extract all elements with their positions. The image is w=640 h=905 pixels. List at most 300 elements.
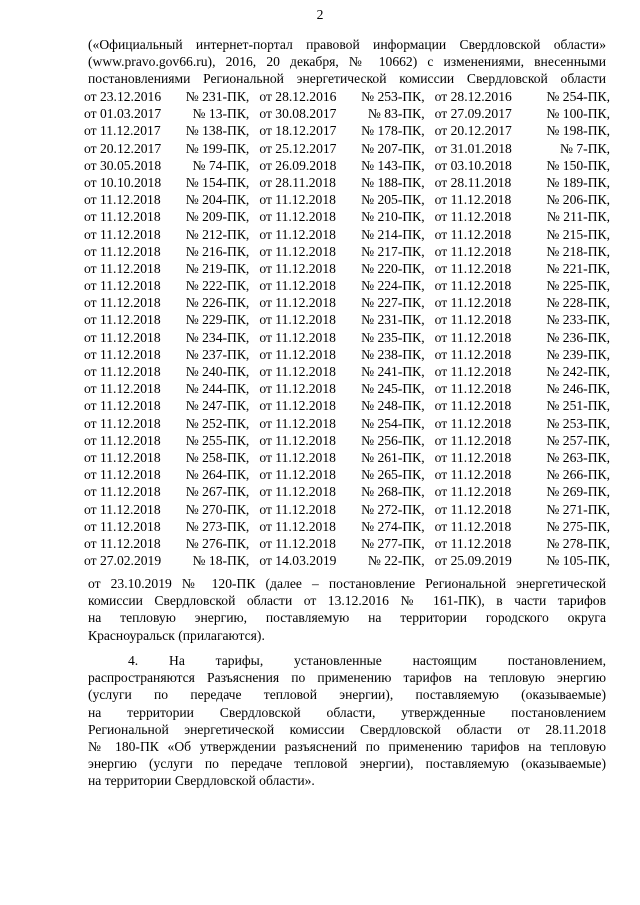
amendment-date: от 11.12.2018 xyxy=(434,501,512,517)
amendment-entry xyxy=(435,346,610,363)
amendment-number: № 207-ПК, xyxy=(361,140,425,156)
amendment-entry xyxy=(435,552,610,569)
amendment-number: № 239-ПК, xyxy=(546,346,610,362)
amendment-entry xyxy=(259,346,434,363)
amendment-row xyxy=(84,552,610,569)
amendment-row xyxy=(84,122,610,139)
amendment-date: от 11.12.2018 xyxy=(84,467,161,483)
amendment-number: № 236-ПК, xyxy=(546,329,610,345)
amendment-date: от 11.12.2018 xyxy=(259,535,336,551)
amendment-entry xyxy=(259,105,434,122)
amendment-number: № 220-ПК, xyxy=(361,260,425,276)
page-number: 2 xyxy=(316,7,324,22)
amendment-entry xyxy=(435,105,610,122)
amendment-entry xyxy=(435,294,610,311)
amendment-number: № 138-ПК, xyxy=(185,123,250,139)
amendment-date: от 11.12.2018 xyxy=(84,192,161,208)
amendment-entry xyxy=(435,415,610,432)
amendment-number: № 224-ПК, xyxy=(361,278,425,294)
amendment-entry xyxy=(259,518,434,535)
intro-line: («Официальный интернет-портал правовой информации Свердловской области» xyxy=(88,37,606,52)
amendment-entry xyxy=(259,208,434,225)
amendment-entry xyxy=(84,311,259,328)
amendment-date: от 11.12.2018 xyxy=(434,209,512,225)
amendment-date: от 11.12.2018 xyxy=(84,243,161,259)
intro-line: постановлениями Региональной энергетической комиссии Свердловской области xyxy=(88,71,606,87)
amendment-row xyxy=(84,397,610,414)
paragraph-4-line: № 180-ПК «Об утверждении разъяснений по применению тарифов на тепловую xyxy=(88,738,606,754)
amendment-entry xyxy=(259,311,434,328)
amendment-number: № 253-ПК, xyxy=(361,89,425,104)
amendment-entry xyxy=(435,518,610,535)
amendment-number: № 272-ПК, xyxy=(361,501,425,517)
amendment-number: № 219-ПК, xyxy=(185,260,250,276)
paragraph-4 xyxy=(88,652,606,790)
amendment-number: № 238-ПК, xyxy=(361,346,425,362)
amendment-entry xyxy=(259,483,434,500)
paragraph-4-line: на территории Свердловской области». xyxy=(88,773,315,789)
amendment-date: от 11.12.2018 xyxy=(259,484,336,500)
amendment-date: от 28.12.2016 xyxy=(259,89,337,104)
paragraph-4-line: распространяются Разъяснения по применению тарифов на тепловую энергию xyxy=(88,670,606,686)
amendment-entry xyxy=(84,466,259,483)
amendment-date: от 26.09.2018 xyxy=(259,157,337,173)
amendment-number: № 13-ПК, xyxy=(192,106,250,122)
amendment-number: № 143-ПК, xyxy=(361,157,425,173)
amendment-date: от 11.12.2018 xyxy=(259,415,336,431)
amendment-date: от 11.12.2018 xyxy=(434,432,512,448)
amendment-entry xyxy=(84,191,259,208)
amendment-number: № 212-ПК, xyxy=(185,226,250,242)
amendment-date: от 11.12.2018 xyxy=(434,535,512,551)
amendment-row xyxy=(84,174,610,191)
amendment-entry xyxy=(435,311,610,328)
amendment-entry xyxy=(435,122,610,139)
amendment-entry xyxy=(84,243,259,260)
amendment-date: от 11.12.2018 xyxy=(259,381,336,397)
amendment-row xyxy=(84,294,610,311)
amendment-number: № 199-ПК, xyxy=(185,140,250,156)
amendment-date: от 11.12.2018 xyxy=(259,329,336,345)
amendment-row xyxy=(84,191,610,208)
amendment-number: № 100-ПК, xyxy=(546,106,610,122)
amendment-entry xyxy=(435,501,610,518)
amendment-entry xyxy=(84,483,259,500)
amendment-date: от 28.11.2018 xyxy=(434,174,512,190)
amendment-number: № 209-ПК, xyxy=(185,209,250,225)
amendment-number: № 266-ПК, xyxy=(546,467,610,483)
amendment-number: № 255-ПК, xyxy=(185,432,250,448)
amendment-date: от 11.12.2018 xyxy=(434,467,512,483)
amendment-entry xyxy=(259,466,434,483)
amendment-date: от 11.12.2018 xyxy=(84,449,161,465)
amendment-number: № 154-ПК, xyxy=(185,174,250,190)
amendment-number: № 188-ПК, xyxy=(361,174,425,190)
amendment-number: № 216-ПК, xyxy=(185,243,250,259)
amendment-entry xyxy=(259,122,434,139)
amendment-number: № 264-ПК, xyxy=(185,467,250,483)
amendment-date: от 11.12.2018 xyxy=(84,278,161,294)
amendment-number: № 150-ПК, xyxy=(546,157,610,173)
amendment-date: от 18.12.2017 xyxy=(259,123,337,139)
amendment-entry xyxy=(435,140,610,157)
amendment-entry xyxy=(84,535,259,552)
amendment-row xyxy=(84,415,610,432)
amendment-entry xyxy=(435,466,610,483)
amendment-number: № 18-ПК, xyxy=(192,553,250,569)
amendment-number: № 270-ПК, xyxy=(185,501,250,517)
amendment-number: № 263-ПК, xyxy=(546,449,610,465)
amendment-number: № 218-ПК, xyxy=(546,243,610,259)
amendment-entry xyxy=(435,277,610,294)
amendment-number: № 244-ПК, xyxy=(185,381,250,397)
amendment-entry xyxy=(435,380,610,397)
amendment-number: № 214-ПК, xyxy=(361,226,425,242)
amendment-entry xyxy=(84,380,259,397)
amendment-entry xyxy=(84,501,259,518)
amendment-entry xyxy=(84,432,259,449)
amendment-date: от 11.12.2018 xyxy=(434,518,512,534)
amendment-date: от 28.11.2018 xyxy=(259,174,336,190)
amendment-date: от 03.10.2018 xyxy=(434,157,512,173)
amendment-entry xyxy=(435,208,610,225)
amendment-date: от 23.12.2016 xyxy=(84,89,162,104)
amendments-list xyxy=(84,88,610,569)
amendment-date: от 11.12.2018 xyxy=(84,518,161,534)
amendment-entry xyxy=(259,243,434,260)
amendment-date: от 10.10.2018 xyxy=(84,174,162,190)
amendment-number: № 268-ПК, xyxy=(361,484,425,500)
amendment-number: № 273-ПК, xyxy=(185,518,250,534)
amendment-entry xyxy=(84,294,259,311)
amendment-date: от 11.12.2018 xyxy=(84,312,161,328)
amendment-date: от 11.12.2018 xyxy=(434,364,512,379)
amendment-entry xyxy=(84,397,259,414)
amendment-entry xyxy=(84,260,259,277)
amendment-date: от 11.12.2018 xyxy=(259,226,336,242)
amendment-date: от 11.12.2018 xyxy=(259,501,336,517)
amendment-entry xyxy=(435,88,610,105)
amendment-date: от 11.12.2018 xyxy=(434,312,512,328)
amendment-number: № 246-ПК, xyxy=(546,381,610,397)
amendment-row xyxy=(84,449,610,466)
amendment-entry xyxy=(259,449,434,466)
amendment-number: № 221-ПК, xyxy=(546,260,610,276)
amendment-date: от 11.12.2018 xyxy=(259,518,336,534)
amendment-date: от 11.12.2018 xyxy=(84,535,161,551)
amendment-date: от 11.12.2018 xyxy=(84,260,161,276)
paragraph-4-line: Региональной энергетической комиссии Свердловской области от 28.11.2018 xyxy=(88,721,606,737)
amendment-number: № 240-ПК, xyxy=(185,364,250,379)
paragraph-4-line: 4. На тарифы, установленные настоящим постановлением, xyxy=(128,653,606,668)
amendment-date: от 11.12.2018 xyxy=(84,381,161,397)
amendment-number: № 274-ПК, xyxy=(361,518,425,534)
amendment-row xyxy=(84,88,610,105)
amendment-number: № 217-ПК, xyxy=(361,243,425,259)
amendment-entry xyxy=(435,243,610,260)
amendment-entry xyxy=(259,174,434,191)
amendment-entry xyxy=(435,174,610,191)
amendment-number: № 215-ПК, xyxy=(546,226,610,242)
amendment-number: № 7-ПК, xyxy=(560,140,610,156)
amendment-number: № 74-ПК, xyxy=(192,157,250,173)
amendment-entry xyxy=(259,415,434,432)
amendment-row xyxy=(84,518,610,535)
amendment-date: от 11.12.2018 xyxy=(434,278,512,294)
amendment-number: № 267-ПК, xyxy=(185,484,250,500)
amendment-date: от 31.01.2018 xyxy=(434,140,512,156)
amendment-date: от 11.12.2018 xyxy=(84,501,161,517)
amendment-entry xyxy=(259,552,434,569)
amendment-date: от 11.12.2018 xyxy=(84,209,161,225)
amendment-number: № 235-ПК, xyxy=(361,329,425,345)
amendment-number: № 256-ПК, xyxy=(361,432,425,448)
amendment-date: от 20.12.2017 xyxy=(84,140,162,156)
amendment-date: от 25.12.2017 xyxy=(259,140,337,156)
amendment-date: от 11.12.2018 xyxy=(434,381,512,397)
amendment-number: № 105-ПК, xyxy=(546,553,610,569)
amendment-row xyxy=(84,157,610,174)
amendment-entry xyxy=(84,122,259,139)
amendment-number: № 22-ПК, xyxy=(367,553,425,569)
amendment-date: от 27.02.2019 xyxy=(84,553,162,569)
amendment-entry xyxy=(435,535,610,552)
amendment-entry xyxy=(259,226,434,243)
amendment-entry xyxy=(435,329,610,346)
amendment-entry xyxy=(435,483,610,500)
amendment-number: № 237-ПК, xyxy=(185,346,250,362)
intro-line: (www.pravo.gov66.ru), 2016, 20 декабря, № 10662) с изменениями, внесенными xyxy=(88,54,606,70)
amendment-entry xyxy=(435,397,610,414)
amendment-number: № 189-ПК, xyxy=(546,174,610,190)
amendment-date: от 11.12.2018 xyxy=(259,346,336,362)
amendment-date: от 11.12.2018 xyxy=(434,329,512,345)
amendment-number: № 233-ПК, xyxy=(546,312,610,328)
amendment-entry xyxy=(259,329,434,346)
amendment-entry xyxy=(435,157,610,174)
amendment-number: № 251-ПК, xyxy=(546,398,610,414)
amendment-number: № 254-ПК, xyxy=(361,415,425,431)
amendment-date: от 11.12.2017 xyxy=(84,123,161,139)
amendment-number: № 261-ПК, xyxy=(361,449,425,465)
amendment-entry xyxy=(84,105,259,122)
amendment-date: от 11.12.2018 xyxy=(434,295,512,311)
amendment-date: от 11.12.2018 xyxy=(84,398,161,414)
amendment-number: № 198-ПК, xyxy=(546,123,610,139)
amendment-row xyxy=(84,466,610,483)
amendment-entry xyxy=(259,140,434,157)
amendment-row xyxy=(84,363,610,380)
amendment-entry xyxy=(435,260,610,277)
amendment-number: № 269-ПК, xyxy=(546,484,610,500)
amendment-date: от 11.12.2018 xyxy=(259,278,336,294)
amendment-number: № 258-ПК, xyxy=(185,449,250,465)
amendment-number: № 275-ПК, xyxy=(546,518,610,534)
amendment-number: № 234-ПК, xyxy=(185,329,250,345)
amendment-number: № 245-ПК, xyxy=(361,381,425,397)
amendment-number: № 226-ПК, xyxy=(185,295,250,311)
amendment-date: от 11.12.2018 xyxy=(84,346,161,362)
amendment-row xyxy=(84,260,610,277)
amendment-number: № 276-ПК, xyxy=(185,535,250,551)
amendment-entry xyxy=(84,415,259,432)
tail-line: комиссии Свердловской области от 13.12.2016 № 161-ПК), в части тарифов xyxy=(88,593,606,609)
amendment-entry xyxy=(84,449,259,466)
amendment-row xyxy=(84,432,610,449)
amendment-entry xyxy=(84,277,259,294)
amendment-date: от 20.12.2017 xyxy=(434,123,512,139)
amendment-row xyxy=(84,277,610,294)
amendment-entry xyxy=(435,363,610,380)
amendment-number: № 227-ПК, xyxy=(361,295,425,311)
amendment-row xyxy=(84,311,610,328)
amendment-entry xyxy=(259,260,434,277)
amendment-date: от 11.12.2018 xyxy=(259,449,336,465)
amendment-date: от 11.12.2018 xyxy=(434,484,512,500)
amendment-date: от 11.12.2018 xyxy=(259,260,336,276)
amendment-date: от 11.12.2018 xyxy=(84,226,161,242)
amendment-date: от 11.12.2018 xyxy=(434,226,512,242)
amendment-date: от 14.03.2019 xyxy=(259,553,337,569)
paragraph-4-line: энергию (услуги по передаче тепловой энергии), поставляемую (оказываемые) xyxy=(88,756,606,772)
amendment-date: от 30.08.2017 xyxy=(259,106,337,122)
amendment-row xyxy=(84,140,610,157)
amendment-number: № 229-ПК, xyxy=(185,312,250,328)
amendment-entry xyxy=(259,88,434,105)
amendment-number: № 228-ПК, xyxy=(546,295,610,311)
amendment-date: от 11.12.2018 xyxy=(84,364,161,379)
amendment-number: № 271-ПК, xyxy=(546,501,610,517)
amendment-entry xyxy=(84,208,259,225)
amendment-number: № 278-ПК, xyxy=(546,535,610,551)
amendment-date: от 11.12.2018 xyxy=(84,415,161,431)
amendment-date: от 11.12.2018 xyxy=(434,260,512,276)
paragraph-4-line: (услуги по передаче тепловой энергии), поставляемую (оказываемые) xyxy=(88,687,606,703)
amendment-date: от 28.12.2016 xyxy=(434,89,512,104)
amendment-entry xyxy=(259,397,434,414)
amendment-entry xyxy=(259,535,434,552)
amendment-entry xyxy=(84,363,259,380)
amendment-row xyxy=(84,535,610,552)
amendment-entry xyxy=(259,294,434,311)
tail-line: от 23.10.2019 № 120-ПК (далее – постановление Региональной энергетической xyxy=(88,576,606,591)
amendment-number: № 242-ПК, xyxy=(546,364,610,379)
amendment-number: № 210-ПК, xyxy=(361,209,425,225)
amendment-entry xyxy=(84,226,259,243)
amendment-number: № 265-ПК, xyxy=(361,467,425,483)
amendment-row xyxy=(84,501,610,518)
amendment-row xyxy=(84,380,610,397)
amendment-entry xyxy=(84,140,259,157)
amendment-entry xyxy=(84,174,259,191)
amendment-number: № 241-ПК, xyxy=(361,364,425,379)
amendment-date: от 11.12.2018 xyxy=(434,398,512,414)
amendment-date: от 11.12.2018 xyxy=(259,243,336,259)
amendment-number: № 248-ПК, xyxy=(361,398,425,414)
amendment-entry xyxy=(84,88,259,105)
amendment-entry xyxy=(84,518,259,535)
amendment-entry xyxy=(84,157,259,174)
amendment-date: от 11.12.2018 xyxy=(84,432,161,448)
tail-line: Красноуральск (прилагаются). xyxy=(88,627,265,643)
amendment-number: № 222-ПК, xyxy=(185,278,250,294)
amendment-date: от 30.05.2018 xyxy=(84,157,162,173)
amendment-entry xyxy=(259,157,434,174)
amendment-date: от 11.12.2018 xyxy=(259,364,336,379)
amendment-number: № 205-ПК, xyxy=(361,192,425,208)
amendment-number: № 252-ПК, xyxy=(185,415,250,431)
amendment-entry xyxy=(435,226,610,243)
amendment-row xyxy=(84,483,610,500)
amendment-number: № 225-ПК, xyxy=(546,278,610,294)
amendment-date: от 11.12.2018 xyxy=(259,432,336,448)
amendment-date: от 11.12.2018 xyxy=(259,192,336,208)
amendment-entry xyxy=(259,363,434,380)
amendment-date: от 11.12.2018 xyxy=(84,295,161,311)
amendment-number: № 204-ПК, xyxy=(185,192,250,208)
amendment-row xyxy=(84,329,610,346)
amendment-entry xyxy=(259,277,434,294)
amendment-number: № 178-ПК, xyxy=(361,123,425,139)
amendment-date: от 11.12.2018 xyxy=(434,346,512,362)
amendment-entry xyxy=(435,191,610,208)
amendment-date: от 11.12.2018 xyxy=(259,398,336,414)
amendment-date: от 11.12.2018 xyxy=(434,449,512,465)
amendment-entry xyxy=(259,432,434,449)
tail-line: на тепловую энергию, поставляемую на территории городского округа xyxy=(88,610,606,626)
amendment-number: № 257-ПК, xyxy=(546,432,610,448)
amendment-number: № 231-ПК, xyxy=(185,89,250,104)
amendment-number: № 254-ПК, xyxy=(546,89,610,104)
amendment-number: № 211-ПК, xyxy=(546,209,610,225)
amendment-row xyxy=(84,105,610,122)
amendment-entry xyxy=(84,552,259,569)
amendment-date: от 11.12.2018 xyxy=(434,415,512,431)
paragraph-4-line: на территории Свердловской области, утвержденные постановлением xyxy=(88,704,606,720)
amendment-date: от 11.12.2018 xyxy=(259,467,336,483)
amendment-date: от 11.12.2018 xyxy=(434,192,512,208)
amendment-date: от 11.12.2018 xyxy=(84,329,161,345)
amendment-date: от 11.12.2018 xyxy=(259,312,336,328)
amendment-entry xyxy=(435,449,610,466)
amendment-date: от 11.12.2018 xyxy=(434,243,512,259)
amendment-number: № 83-ПК, xyxy=(367,106,425,122)
amendment-number: № 231-ПК, xyxy=(361,312,425,328)
amendment-date: от 25.09.2019 xyxy=(434,553,512,569)
amendment-entry xyxy=(84,329,259,346)
tail-paragraph xyxy=(88,575,606,644)
amendment-entry xyxy=(259,501,434,518)
amendment-date: от 01.03.2017 xyxy=(84,106,162,122)
amendment-date: от 27.09.2017 xyxy=(434,106,512,122)
amendment-number: № 206-ПК, xyxy=(546,192,610,208)
intro-paragraph xyxy=(88,36,606,88)
amendment-number: № 253-ПК, xyxy=(546,415,610,431)
amendment-number: № 277-ПК, xyxy=(361,535,425,551)
amendment-entry xyxy=(259,191,434,208)
amendment-row xyxy=(84,243,610,260)
amendment-date: от 11.12.2018 xyxy=(259,209,336,225)
amendment-row xyxy=(84,346,610,363)
amendment-row xyxy=(84,226,610,243)
amendment-date: от 11.12.2018 xyxy=(84,484,161,500)
amendment-entry xyxy=(259,380,434,397)
amendment-number: № 247-ПК, xyxy=(185,398,250,414)
amendment-entry xyxy=(435,432,610,449)
amendment-entry xyxy=(84,346,259,363)
amendment-date: от 11.12.2018 xyxy=(259,295,336,311)
amendment-row xyxy=(84,208,610,225)
